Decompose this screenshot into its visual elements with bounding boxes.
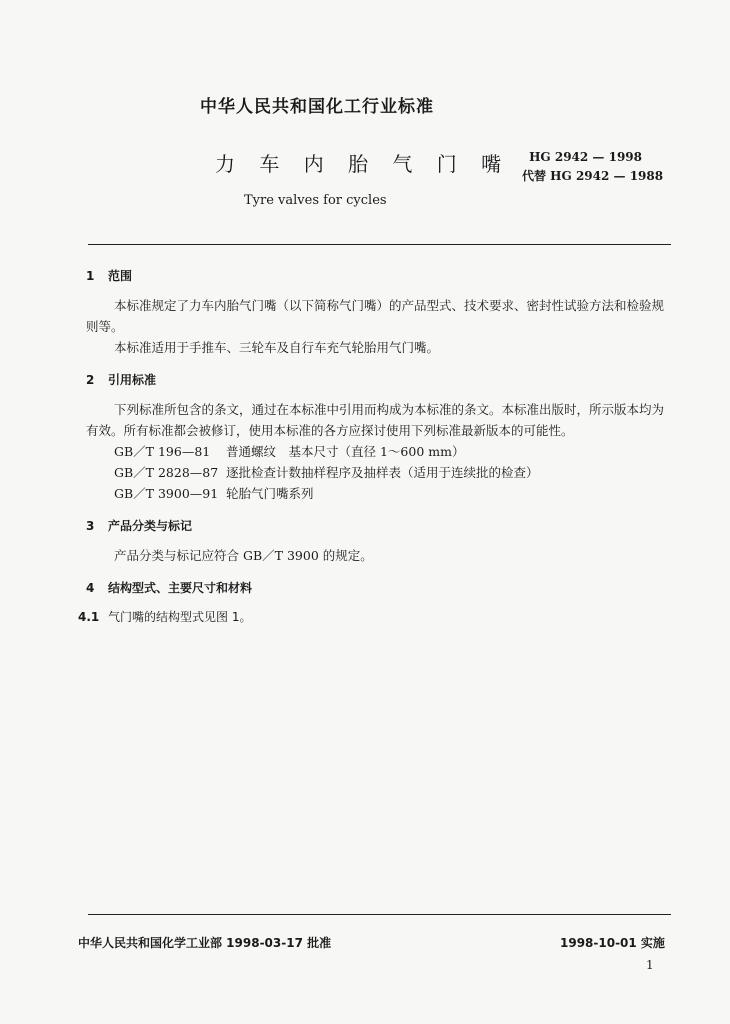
top-divider [88, 244, 671, 245]
page-number: 1 [646, 958, 654, 972]
reference-title: 轮胎气门嘴系列 [226, 486, 314, 501]
section-title: 结构型式、主要尺寸和材料 [108, 581, 253, 595]
subsection-text: 气门嘴的结构型式见图 1。 [108, 610, 252, 624]
section-number: 4 [86, 581, 95, 595]
section-4-heading [86, 578, 671, 599]
reference-item [114, 462, 671, 483]
reference-item [114, 483, 671, 504]
document-title-cn: 力 车 内 胎 气 门 嘴 [215, 152, 511, 176]
subsection-number: 4.1 [78, 610, 100, 624]
reference-item [114, 441, 671, 462]
reference-title: 逐批检查计数抽样程序及抽样表（适用于连续批的检查） [226, 465, 539, 480]
subsection-4-1 [78, 607, 671, 628]
paragraph: 下列标准所包含的条文，通过在本标准中引用而构成为本标准的条文。本标准出版时，所示版本均为有效。所有标准都会被修订，使用本标准的各方应探讨使用下列标准最新版本的可能性。 [86, 402, 665, 438]
section-3-heading [86, 516, 671, 537]
section-title: 范围 [108, 269, 133, 283]
document-body [78, 262, 671, 628]
reference-code: GB／T 3900—91 [114, 486, 219, 501]
bottom-divider [88, 914, 671, 915]
paragraph: 产品分类与标记应符合 GB／T 3900 的规定。 [114, 548, 373, 563]
reference-title: 普通螺纹 基本尺寸（直径 1～600 mm） [226, 444, 465, 459]
document-title-en: Tyre valves for cycles [244, 193, 387, 208]
replaces-standard: 代替 HG 2942 — 1988 [522, 169, 664, 183]
section-number: 2 [86, 373, 95, 387]
industry-standard-heading: 中华人民共和国化工行业标准 [200, 97, 434, 117]
approval-line: 中华人民共和国化学工业部 1998-03-17 批准 [78, 936, 332, 950]
section-title: 产品分类与标记 [108, 519, 193, 533]
section-number: 3 [86, 519, 95, 533]
paragraph: 本标准规定了力车内胎气门嘴（以下简称气门嘴）的产品型式、技术要求、密封性试验方法和检验规则等。 [86, 298, 665, 334]
reference-code: GB／T 196—81 [114, 444, 211, 459]
implementation-date: 1998-10-01 实施 [560, 936, 665, 950]
section-title: 引用标准 [108, 373, 157, 387]
section-1-heading [86, 266, 671, 287]
reference-code: GB／T 2828—87 [114, 465, 219, 480]
standard-number-block [522, 148, 664, 186]
paragraph: 本标准适用于手推车、三轮车及自行车充气轮胎用气门嘴。 [114, 340, 440, 355]
section-2-heading [86, 370, 671, 391]
standard-number: HG 2942 — 1998 [529, 150, 642, 164]
section-number: 1 [86, 269, 95, 283]
